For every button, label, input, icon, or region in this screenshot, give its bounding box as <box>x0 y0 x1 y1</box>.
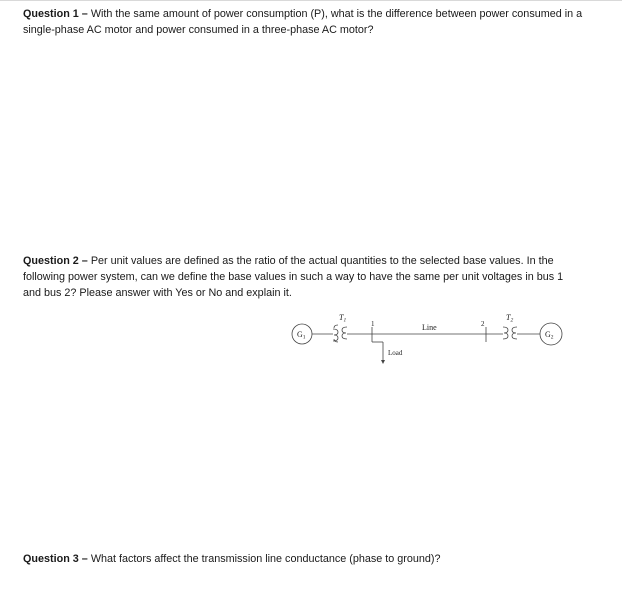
transformer-2-label: T2 <box>506 313 514 324</box>
transformer-2-secondary-winding <box>512 327 517 339</box>
transformer-1-primary-winding <box>333 325 338 342</box>
transformer-1-label: T1 <box>339 313 347 324</box>
question-1-label: Question 1 <box>23 8 79 20</box>
question-1-separator: – <box>78 8 91 20</box>
bus-2-label: 2 <box>481 320 485 328</box>
transformer-1-secondary-winding <box>342 327 347 339</box>
question-1-text: With the same amount of power consumption (P), what is the difference between power consumed in a single-phase AC motor and power consumed in a three-phase AC motor? <box>23 8 583 36</box>
question-2-label: Question 2 <box>23 255 79 267</box>
question-3-label: Question 3 <box>23 553 79 565</box>
question-3 <box>23 551 583 567</box>
generator-2-label: G2 <box>545 330 554 341</box>
question-2-separator: – <box>78 255 91 267</box>
load-arrow-icon <box>381 360 385 364</box>
bus-1-label: 1 <box>371 320 375 328</box>
question-3-separator: – <box>78 553 91 565</box>
load-label: Load <box>388 349 403 357</box>
generator-1-label: G1 <box>297 330 306 341</box>
question-3-text: What factors affect the transmission line conductance (phase to ground)? <box>90 553 441 565</box>
question-2-text: Per unit values are defined as the ratio of the actual quantities to the selected base values. In the following power system, can we define the base values in such a way to have the same per unit voltages in bus 1 and bus 2? Please answer with Yes or No and explain it. <box>23 255 564 299</box>
transformer-2-primary-winding <box>503 327 508 339</box>
line-label: Line <box>422 323 437 332</box>
